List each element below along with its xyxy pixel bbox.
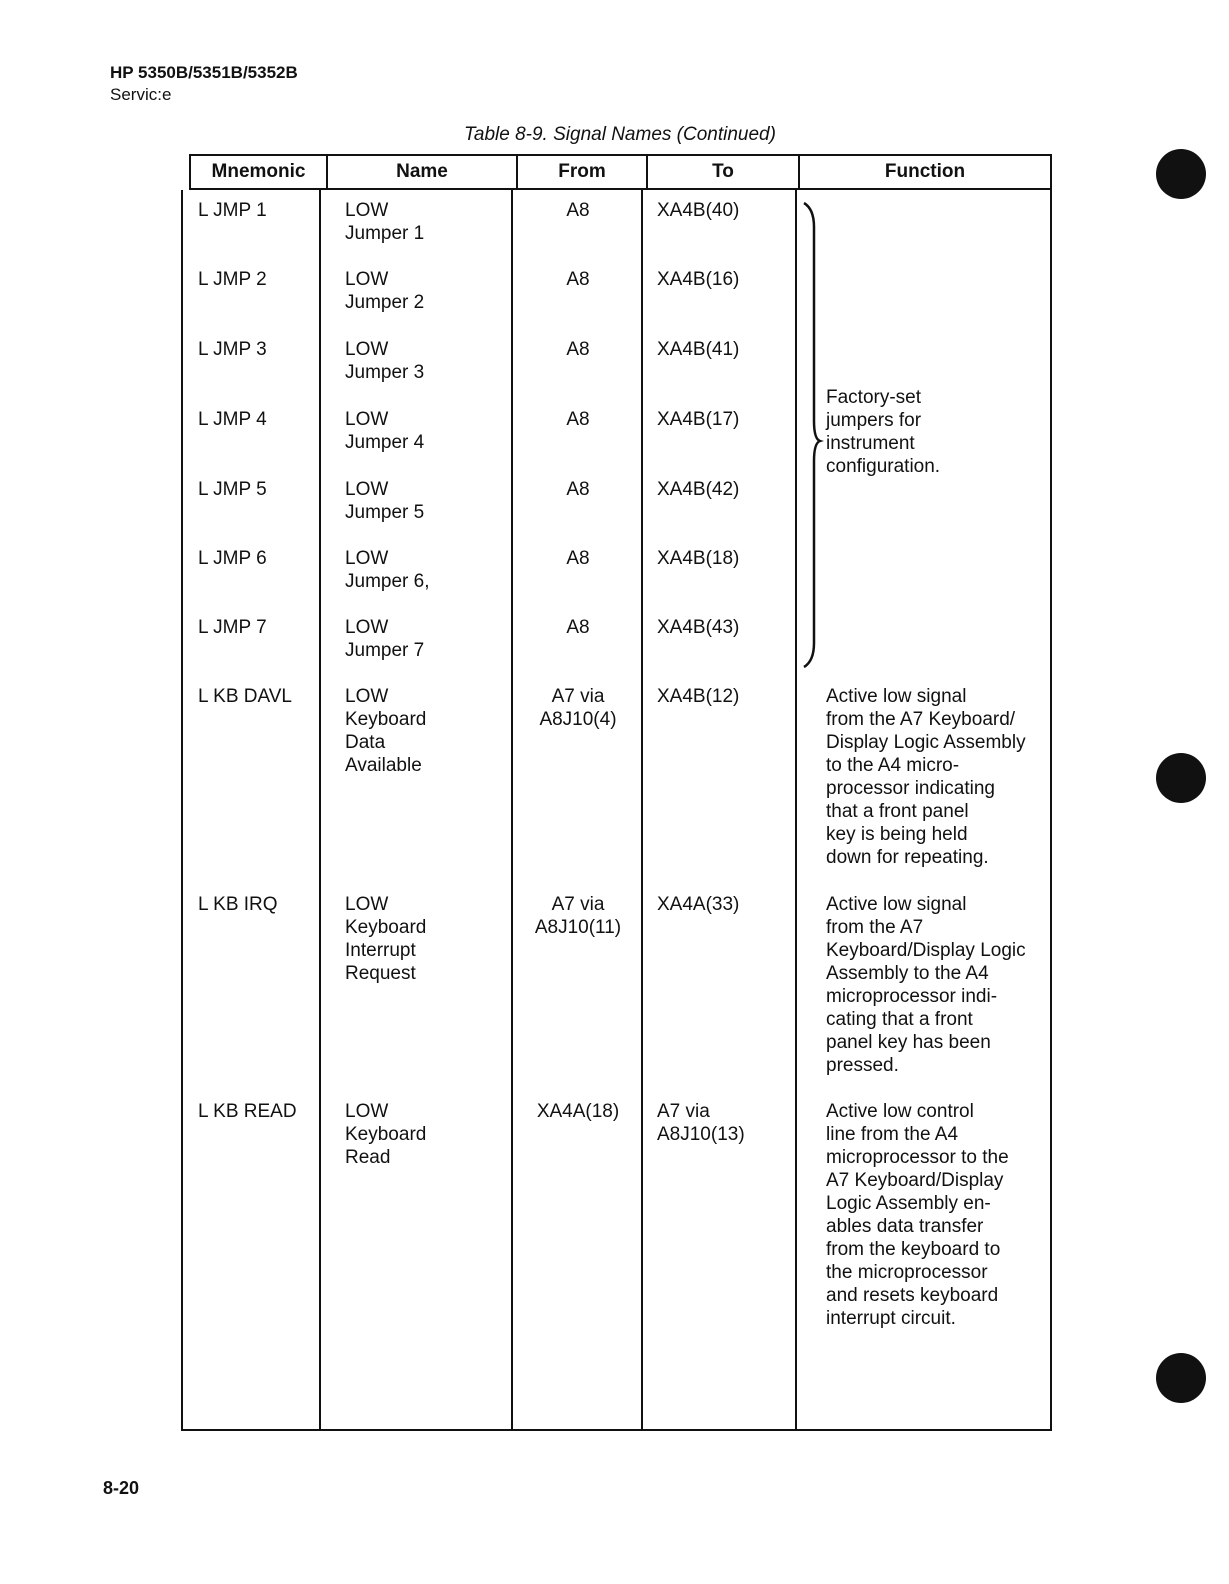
from-cell: XA4A(18) xyxy=(536,1101,620,1122)
section-name: Servic:e xyxy=(110,85,172,104)
name-cell: LOW Jumper 4 xyxy=(345,409,425,453)
jumper-brace xyxy=(800,201,824,671)
from-cell: A8 xyxy=(566,548,590,569)
column-header-name: Name xyxy=(396,161,448,182)
to-cell: XA4B(41) xyxy=(657,339,740,360)
mnemonic-cell: L KB IRQ xyxy=(198,894,278,915)
document-header xyxy=(110,62,298,106)
to-cell: XA4B(40) xyxy=(657,200,740,221)
to-cell: XA4A(33) xyxy=(657,894,740,915)
mnemonic-cell: L KB DAVL xyxy=(198,686,292,707)
to-cell: A7 via A8J10(13) xyxy=(657,1101,745,1145)
from-cell: A8 xyxy=(566,479,590,500)
to-cell: XA4B(18) xyxy=(657,548,740,569)
model-number: HP 5350B/5351B/5352B xyxy=(110,63,298,82)
name-cell: LOW Keyboard Read xyxy=(345,1101,427,1168)
mnemonic-cell: L JMP 6 xyxy=(198,548,267,569)
page-number: 8-20 xyxy=(103,1478,140,1498)
from-cell: A7 via A8J10(4) xyxy=(539,686,617,730)
function-cell: Active low signal from the A7 Keyboard/ Display Logic Assembly to the A4 micro- processor indicating that a front panel key is being held down for repeating. xyxy=(826,686,1026,868)
binder-hole-top xyxy=(1156,149,1206,199)
name-cell: LOW Jumper 1 xyxy=(345,200,425,244)
name-cell: LOW Keyboard Data Available xyxy=(345,686,427,776)
column-header-mnemonic: Mnemonic xyxy=(211,161,306,182)
from-cell: A7 via A8J10(11) xyxy=(534,894,622,938)
mnemonic-cell: L JMP 3 xyxy=(198,339,267,360)
from-cell: A8 xyxy=(566,339,590,360)
name-cell: LOW Jumper 6, xyxy=(345,548,430,592)
name-cell: LOW Jumper 5 xyxy=(345,479,425,523)
from-cell: A8 xyxy=(566,269,590,290)
to-cell: XA4B(43) xyxy=(657,617,740,638)
name-cell: LOW Jumper 7 xyxy=(345,617,425,661)
binder-hole-middle xyxy=(1156,753,1206,803)
signal-names-table xyxy=(181,154,1050,1431)
function-cell: Active low signal from the A7 Keyboard/Display Logic Assembly to the A4 microprocessor indi- cating that a front panel key has been pressed. xyxy=(826,894,1026,1076)
mnemonic-cell: L JMP 1 xyxy=(198,200,267,221)
to-cell: XA4B(16) xyxy=(657,269,740,290)
column-header-function: Function xyxy=(884,161,966,182)
mnemonic-cell: L JMP 5 xyxy=(198,479,267,500)
mnemonic-cell: L JMP 2 xyxy=(198,269,267,290)
binder-hole-bottom xyxy=(1156,1353,1206,1403)
name-cell: LOW Jumper 2 xyxy=(345,269,425,313)
mnemonic-cell: L JMP 4 xyxy=(198,409,267,430)
to-cell: XA4B(12) xyxy=(657,686,740,707)
jumper-function-text: Factory-set jumpers for instrument configuration. xyxy=(826,387,941,477)
name-cell: LOW Keyboard Interrupt Request xyxy=(345,894,427,984)
mnemonic-cell: L JMP 7 xyxy=(198,617,267,638)
table-caption: Table 8-9. Signal Names (Continued) xyxy=(464,124,776,145)
from-cell: A8 xyxy=(566,200,590,221)
function-cell: Active low control line from the A4 microprocessor to the A7 Keyboard/Display Logic Assembly en- ables data transfer from the keyboard to the microprocessor and resets keyboard interrupt circuit. xyxy=(826,1101,1009,1329)
column-header-from: From xyxy=(558,161,606,182)
to-cell: XA4B(42) xyxy=(657,479,740,500)
name-cell: LOW Jumper 3 xyxy=(345,339,425,383)
to-cell: XA4B(17) xyxy=(657,409,740,430)
from-cell: A8 xyxy=(566,617,590,638)
from-cell: A8 xyxy=(566,409,590,430)
column-header-to: To xyxy=(712,161,734,182)
mnemonic-cell: L KB READ xyxy=(198,1101,297,1122)
